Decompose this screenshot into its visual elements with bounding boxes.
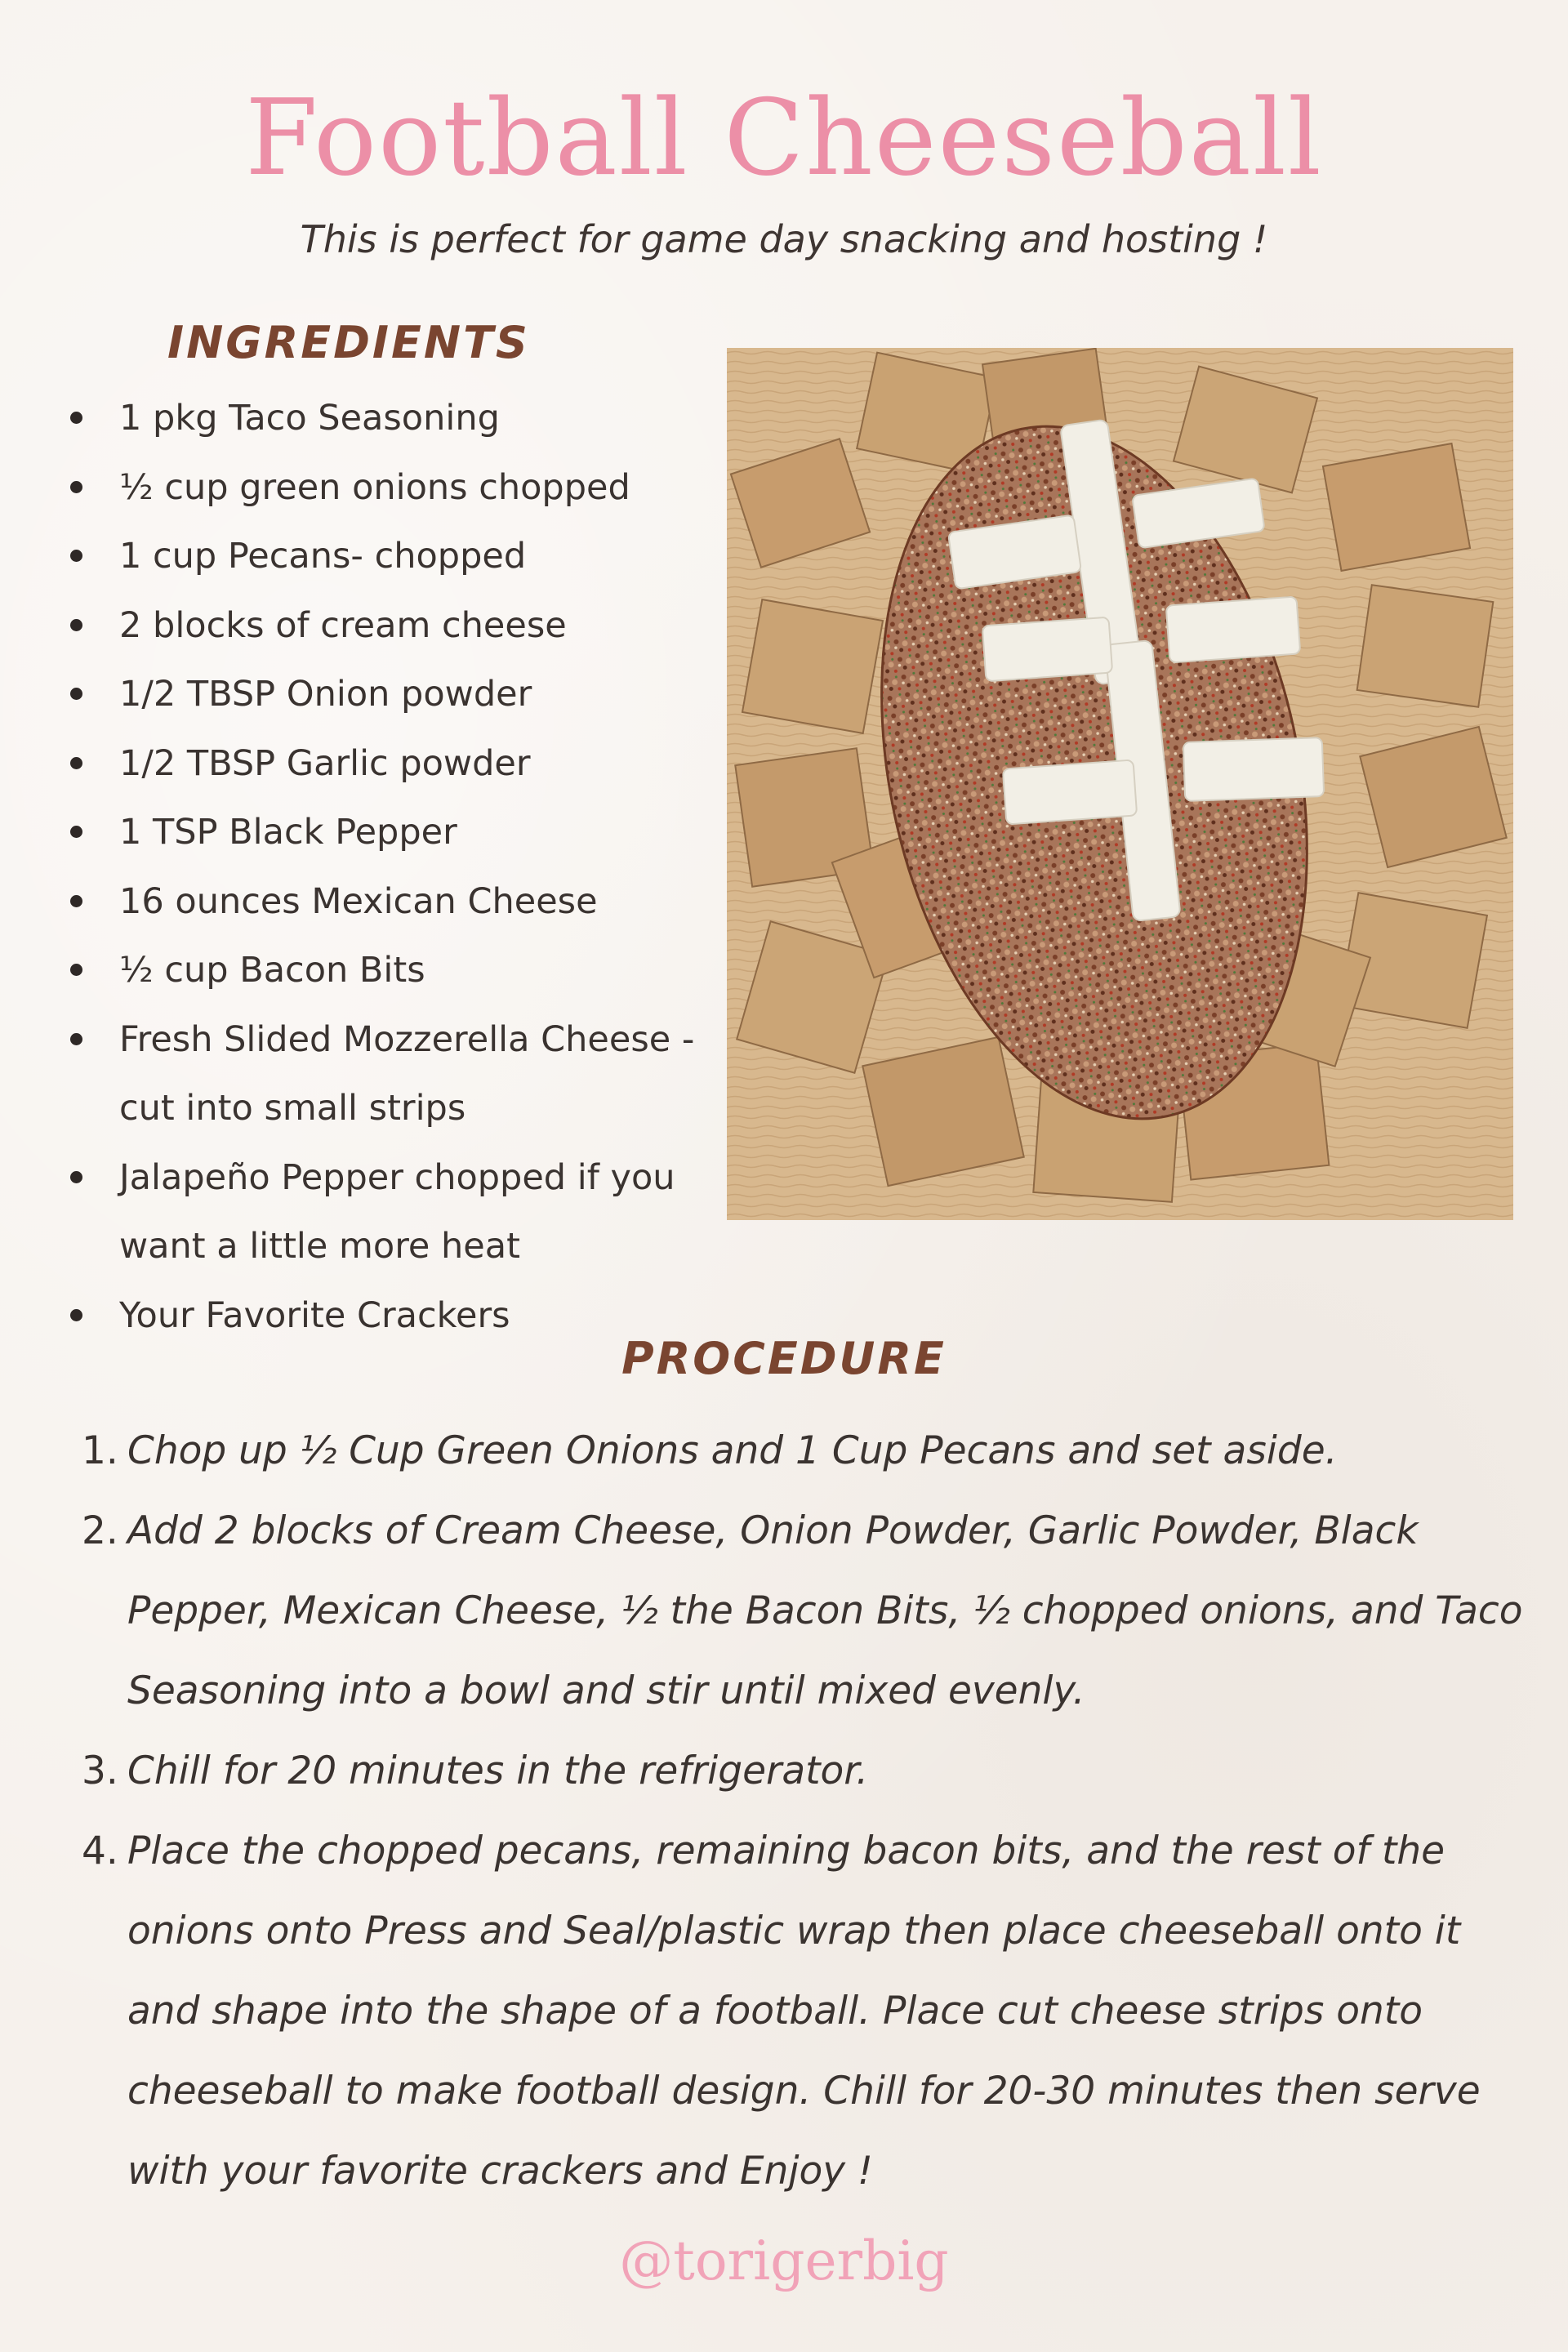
- social-handle: @torigerbig: [619, 2230, 949, 2292]
- step-text: Chill for 20 minutes in the refrigerator.: [127, 1748, 869, 1793]
- page-title: Football Cheeseball: [245, 78, 1323, 199]
- ingredients-heading: INGREDIENTS: [167, 317, 530, 368]
- step-number: 1.: [82, 1428, 118, 1473]
- cheeseball-illustration: [727, 348, 1513, 1220]
- step-text: Place the chopped pecans, remaining bacon bits, and the rest of the onions onto Press and Seal/plastic wrap then place cheeseball onto it and shape into the shape of a football. Place cut cheese strips onto cheeseball to make football design. Chill for 20-30 minutes then serve with your favorite crackers and Enjoy !: [127, 1829, 1481, 2194]
- procedure-step: [82, 1731, 1535, 1811]
- procedure-step: [82, 1411, 1535, 1491]
- ingredient-item: 1 cup Pecans- chopped: [65, 522, 719, 591]
- ingredient-item: 1/2 TBSP Onion powder: [65, 660, 719, 729]
- procedure-list: [82, 1411, 1535, 2212]
- procedure-step: [82, 1811, 1535, 2212]
- ingredient-item: ½ cup green onions chopped: [65, 453, 719, 523]
- ingredient-item: 2 blocks of cream cheese: [65, 591, 719, 661]
- step-number: 4.: [82, 1829, 118, 1873]
- step-text: Add 2 blocks of Cream Cheese, Onion Powder, Garlic Powder, Black Pepper, Mexican Cheese, ½ the Bacon Bits, ½ chopped onions, and Taco Seasoning into a bowl and stir until mixed evenly.: [127, 1508, 1523, 1713]
- ingredient-item: ½ cup Bacon Bits: [65, 936, 719, 1005]
- step-number: 2.: [82, 1508, 118, 1553]
- procedure-step: [82, 1491, 1535, 1731]
- ingredient-item: 1 TSP Black Pepper: [65, 798, 719, 867]
- cheeseball-photo: [727, 348, 1513, 1220]
- ingredient-item: 1 pkg Taco Seasoning: [65, 384, 719, 453]
- procedure-heading: PROCEDURE: [621, 1333, 947, 1384]
- ingredient-item: Your Favorite Crackers: [65, 1281, 719, 1351]
- ingredient-item: Jalapeño Pepper chopped if you want a little more heat: [65, 1143, 740, 1281]
- step-number: 3.: [82, 1748, 118, 1793]
- step-text: Chop up ½ Cup Green Onions and 1 Cup Pecans and set aside.: [127, 1428, 1338, 1473]
- ingredients-list: [65, 384, 719, 1350]
- subtitle: This is perfect for game day snacking and hosting !: [300, 217, 1268, 261]
- ingredient-item: 1/2 TBSP Garlic powder: [65, 729, 719, 799]
- ingredient-item: 16 ounces Mexican Cheese: [65, 867, 719, 937]
- ingredient-item: Fresh Slided Mozzerella Cheese - cut into small strips: [65, 1005, 740, 1143]
